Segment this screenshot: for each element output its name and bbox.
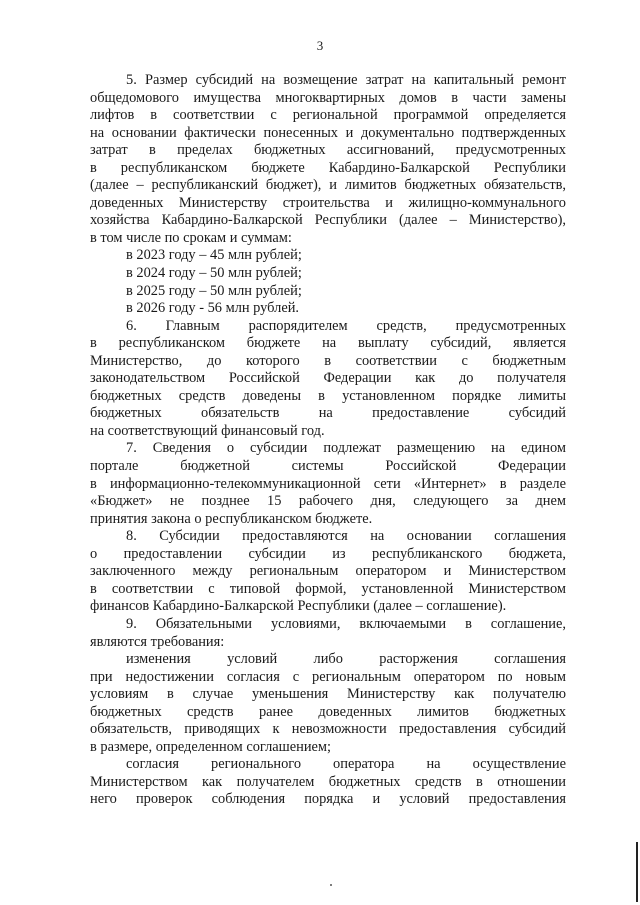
text-line: «Бюджет» не позднее 15 рабочего дня, следующего за днем <box>90 493 566 510</box>
text-line: в том числе по срокам и суммам: <box>90 229 292 246</box>
text-line: 6. Главным распорядителем средств, предусмотренных <box>126 317 566 334</box>
text-line: хозяйства Кабардино-Балкарской Республики (далее – Министерство), <box>90 212 566 229</box>
scan-edge-mark <box>636 842 638 902</box>
text-line: Министерством как получателем бюджетных средств в отношении <box>90 773 566 790</box>
text-line: (далее – республиканский бюджет), и лимитов бюджетных обязательств, <box>90 177 566 194</box>
text-line: бюджетных средств доведены в установленном порядке лимиты <box>90 387 566 404</box>
text-line: в 2026 году - 56 млн рублей. <box>126 300 300 317</box>
text-line: заключенного между региональным оператором и Министерством <box>90 563 566 580</box>
text-line: о предоставлении субсидии из республиканского бюджета, <box>90 545 566 562</box>
text-line: бюджетных обязательств на предоставление субсидий <box>90 405 566 422</box>
text-line: финансов Кабардино-Балкарской Республики (далее – соглашение). <box>90 598 507 615</box>
text-line: бюджетных средств ранее доведенных лимитов бюджетных <box>90 703 566 720</box>
text-line: 9. Обязательными условиями, включаемыми в соглашение, <box>126 615 566 632</box>
page-number: 3 <box>316 38 324 53</box>
text-line: доведенных Министерству строительства и жилищно-коммунального <box>90 194 566 211</box>
text-line: Министерство, до которого в соответствии с бюджетным <box>90 352 566 369</box>
document-body <box>90 72 566 809</box>
text-line: согласия регионального оператора на осуществление <box>126 756 566 773</box>
text-line: 5. Размер субсидий на возмещение затрат на капитальный ремонт <box>126 72 566 88</box>
text-line: в 2023 году – 45 млн рублей; <box>126 247 302 264</box>
text-line: в республиканском бюджете Кабардино-Балкарской Республики <box>90 159 566 176</box>
text-line: в соответствии с типовой формой, установленной Министерством <box>90 580 566 597</box>
text-line: портале бюджетной системы Российской Федерации <box>90 458 566 475</box>
text-line: являются требования: <box>90 633 225 650</box>
text-line: в 2024 году – 50 млн рублей; <box>126 265 302 282</box>
text-line: в 2025 году – 50 млн рублей; <box>126 282 302 299</box>
text-line: в информационно-телекоммуникационной сети «Интернет» в разделе <box>90 475 566 492</box>
text-line: обязательств, приводящих к невозможности предоставления субсидий <box>90 721 566 738</box>
text-line: лифтов в соответствии с региональной программой определяется <box>90 107 566 124</box>
text-line: общедомового имущества многоквартирных домов в части замены <box>90 89 566 106</box>
scan-speck <box>330 884 332 886</box>
text-line: 8. Субсидии предоставляются на основании соглашения <box>126 528 566 545</box>
text-line: затрат в пределах бюджетных ассигнований, предусмотренных <box>90 142 566 159</box>
text-line: 7. Сведения о субсидии подлежат размещению на едином <box>126 440 566 457</box>
text-line: него проверок соблюдения порядка и условий предоставления <box>90 791 566 808</box>
text-line: на соответствующий финансовый год. <box>90 422 325 439</box>
text-line: законодательством Российской Федерации как до получателя <box>90 370 566 387</box>
text-line: изменения условий либо расторжения соглашения <box>126 651 566 668</box>
text-line: в республиканском бюджете на выплату субсидий, является <box>90 335 566 352</box>
text-line: принятия закона о республиканском бюджете. <box>90 510 373 527</box>
text-line: условиям в случае уменьшения Министерству как получателю <box>90 686 566 703</box>
text-line: при недостижении согласия с региональным оператором по новым <box>90 668 566 685</box>
text-line: на основании фактически понесенных и документально подтвержденных <box>90 124 566 141</box>
text-line: в размере, определенном соглашением; <box>90 738 332 755</box>
